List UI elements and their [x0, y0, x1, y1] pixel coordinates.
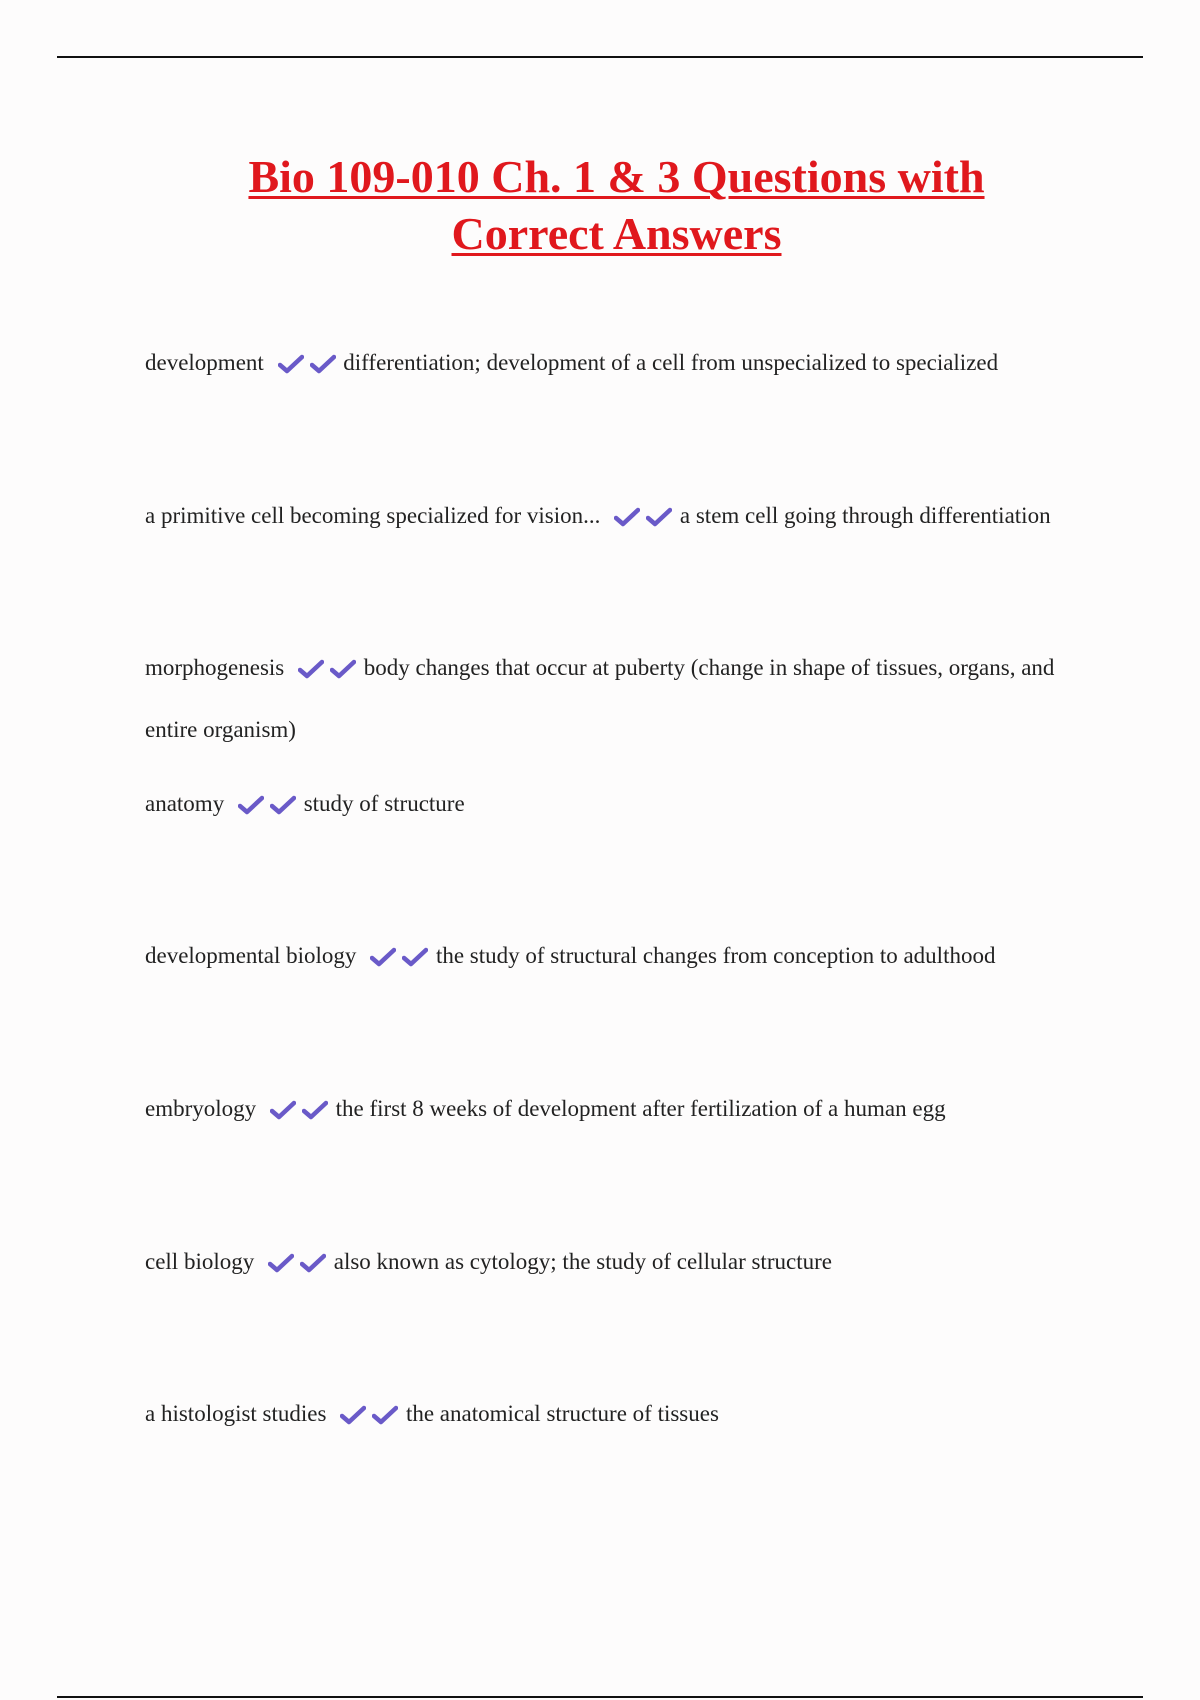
question-item: [145, 926, 1105, 988]
double-check-icon: [614, 486, 672, 546]
check-icon: [278, 354, 304, 374]
double-check-icon: [298, 638, 356, 698]
question-term: cell biology: [145, 1249, 255, 1274]
question-answer: the first 8 weeks of development after fertilization of a human egg: [335, 1096, 946, 1121]
check-icon: [270, 1100, 296, 1120]
check-icon: [270, 795, 296, 815]
question-term: anatomy: [145, 791, 225, 816]
check-icon: [372, 1405, 398, 1425]
check-icon: [268, 1253, 294, 1273]
question-term: a primitive cell becoming specialized for vision...: [145, 503, 601, 528]
double-check-icon: [278, 333, 336, 393]
footer-rule: [57, 1696, 1143, 1698]
double-check-icon: [270, 1079, 328, 1139]
question-term: morphogenesis: [145, 655, 285, 680]
check-icon: [370, 947, 396, 967]
question-answer: also known as cytology; the study of cellular structure: [333, 1249, 832, 1274]
question-item: [145, 1079, 1105, 1141]
double-check-icon: [370, 926, 428, 986]
title-line-2: Correct Answers: [451, 208, 782, 259]
question-item: [145, 1232, 1105, 1294]
question-item: [145, 1384, 1105, 1446]
question-item: [145, 333, 1105, 395]
double-check-icon: [340, 1384, 398, 1444]
title-line-1: Bio 109-010 Ch. 1 & 3 Questions with: [248, 151, 985, 202]
question-answer: the study of structural changes from conception to adulthood: [435, 943, 996, 968]
question-item: [145, 774, 1105, 836]
check-icon: [614, 507, 640, 527]
document-title: [0, 148, 1200, 262]
question-answer: differentiation; development of a cell from unspecialized to specialized: [343, 350, 999, 375]
question-answer: study of structure: [303, 791, 465, 816]
question-term: development: [145, 350, 264, 375]
check-icon: [646, 507, 672, 527]
question-answer: the anatomical structure of tissues: [405, 1401, 719, 1426]
check-icon: [302, 1100, 328, 1120]
check-icon: [310, 354, 336, 374]
check-icon: [402, 947, 428, 967]
question-term: a histologist studies: [145, 1401, 327, 1426]
question-term: developmental biology: [145, 943, 357, 968]
question-answer: body changes that occur at puberty (change in shape of tissues, organs, and entire organism): [145, 655, 1055, 742]
check-icon: [330, 659, 356, 679]
check-icon: [298, 659, 324, 679]
double-check-icon: [238, 774, 296, 834]
question-item: [145, 638, 1105, 760]
question-term: embryology: [145, 1096, 257, 1121]
header-rule: [57, 56, 1143, 58]
question-answer: a stem cell going through differentiation: [679, 503, 1051, 528]
question-item: [145, 486, 1105, 548]
double-check-icon: [268, 1232, 326, 1292]
check-icon: [340, 1405, 366, 1425]
check-icon: [238, 795, 264, 815]
check-icon: [300, 1253, 326, 1273]
